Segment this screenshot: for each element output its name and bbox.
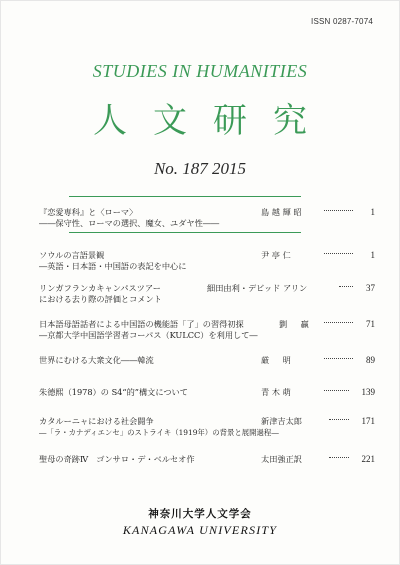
- divider-bottom: [69, 232, 301, 233]
- toc-entry: [39, 454, 375, 465]
- english-title: STUDIES IN HUMANITIES: [92, 61, 308, 81]
- toc-entry: [39, 319, 375, 341]
- toc-entry: [39, 207, 375, 229]
- toc-entry-author: 劉 贏: [279, 319, 309, 329]
- toc-entry: [39, 387, 375, 398]
- toc-entry-title: 朱德熙（1978）の S4“的”構文について: [39, 387, 188, 397]
- toc-entry-title: 聖母の奇跡Ⅳ ゴンサロ・デ・ベルセオ作: [39, 454, 195, 464]
- toc-entry-page: 71: [366, 319, 375, 329]
- toc-entry-page: 1: [370, 207, 375, 217]
- divider-top: [69, 196, 301, 197]
- toc-entry-page: 171: [361, 416, 375, 426]
- toc-entry-page: 221: [361, 454, 375, 464]
- issn-label: ISSN 0287-7074: [311, 17, 373, 26]
- toc-entry-subtitle: ――保守性、ローマの選択、魔女、ユダヤ性――: [39, 218, 220, 228]
- toc-entry-title: 『恋愛専科』と〈ローマ〉: [39, 207, 138, 217]
- toc-entry-author: 新津吉太郎: [261, 416, 302, 426]
- toc-entry-title: ソウルの言語景観: [39, 250, 105, 260]
- toc-entry: [39, 416, 375, 438]
- leader-dots: [339, 286, 353, 287]
- publisher-name-jp: 神奈川大学人文学会: [148, 508, 252, 520]
- toc-entry-author: 太田強正訳: [261, 454, 302, 464]
- japanese-title: 人文研究: [93, 101, 333, 141]
- toc-entry-title: 世界にむける大衆文化――韓流: [39, 355, 154, 365]
- toc-entry-subtitle: ―京都大学中国語学習者コーパス（KULCC）を利用して―: [39, 330, 258, 340]
- toc-entry-author: 島 越 輝 昭: [261, 207, 302, 217]
- publisher-name-en: KANAGAWA UNIVERSITY: [122, 523, 278, 537]
- leader-dots: [324, 322, 353, 323]
- leader-dots: [324, 253, 353, 254]
- toc-entry-page: 1: [370, 250, 375, 260]
- toc-entry: [39, 250, 375, 272]
- leader-dots: [324, 358, 353, 359]
- toc-entry-subtitle: ―「ラ・カナディエンセ」のストライキ（1919年）の背景と展開過程―: [39, 428, 279, 437]
- toc-entry-subtitle: における去り際の評価とコメント: [39, 294, 162, 304]
- toc-entry-author: 細田由利・デビッド アリン: [207, 283, 308, 293]
- toc-entry-subtitle: ―英語・日本語・中国語の表記を中心に: [39, 261, 187, 271]
- leader-dots: [324, 210, 353, 211]
- toc-entry-author: 厳 明: [261, 355, 291, 365]
- leader-dots: [324, 390, 349, 391]
- issue-number: No. 187 2015: [153, 159, 247, 178]
- toc-entry-author: 青 木 萌: [261, 387, 291, 397]
- toc-entry-title: リンガフランカキャンパスツアー: [39, 283, 161, 293]
- leader-dots: [329, 457, 349, 458]
- toc-entry-title: 日本語母語話者による中国語の機能語「了」の習得初探: [39, 319, 244, 329]
- toc-entry-author: 尹 亭 仁: [261, 250, 291, 260]
- toc-entry: [39, 283, 375, 305]
- toc-entry: [39, 355, 375, 366]
- leader-dots: [329, 419, 349, 420]
- toc-entry-title: カタルーニャにおける社会闘争: [39, 416, 154, 426]
- toc-entry-page: 37: [366, 283, 375, 293]
- toc-entry-page: 89: [366, 355, 375, 365]
- toc-entry-page: 139: [361, 387, 375, 397]
